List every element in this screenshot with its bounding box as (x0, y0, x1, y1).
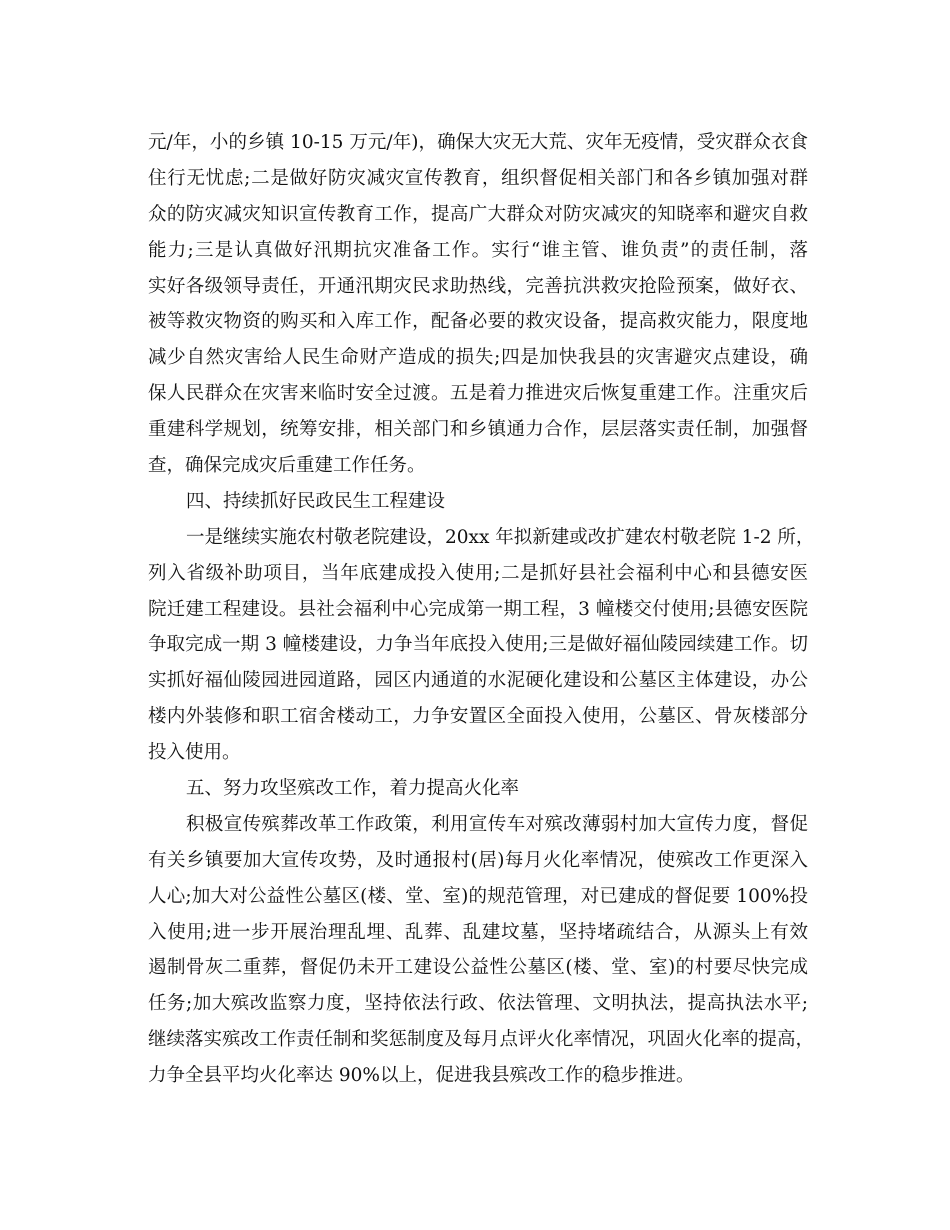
text-line: 住行无忧虑;二是做好防灾减灾宣传教育，组织督促相关部门和各乡镇加强对群 (148, 167, 808, 189)
text-line: 实好各级领导责任，开通汛期灾民求助热线，完善抗洪救灾抢险预案，做好衣、 (148, 275, 808, 297)
text-line: 减少自然灾害给人民生命财产造成的损失;四是加快我县的灾害避灾点建设，确 (148, 347, 808, 369)
text-line: 众的防灾减灾知识宣传教育工作，提高广大群众对防灾减灾的知晓率和避灾自救 (148, 203, 808, 225)
text-line: 有关乡镇要加大宣传攻势，及时通报村(居)每月火化率情况，使殡改工作更深入 (148, 849, 808, 871)
text-line: 继续落实殡改工作责任制和奖惩制度及每月点评火化率情况，巩固火化率的提高， (148, 1029, 815, 1051)
text-line: 一是继续实施农村敬老院建设，20xx 年拟新建或改扩建农村敬老院 1-2 所， (186, 526, 815, 548)
text-line: 争取完成一期 3 幢楼建设，力争当年底投入使用;三是做好福仙陵园续建工作。切 (148, 634, 808, 656)
text-line: 保人民群众在灾害来临时安全过渡。五是着力推进灾后恢复重建工作。注重灾后 (148, 383, 808, 405)
text-line: 积极宣传殡葬改革工作政策，利用宣传车对殡改薄弱村加大宣传力度，督促 (186, 813, 808, 835)
paragraph-continued (148, 125, 808, 484)
paragraph-section-5 (148, 807, 815, 1094)
text-line: 入使用;进一步开展治理乱埋、乱葬、乱建坟墓，坚持堵疏结合，从源头上有效 (148, 921, 808, 943)
text-line: 任务;加大殡改监察力度，坚持依法行政、依法管理、文明执法，提高执法水平; (148, 993, 808, 1015)
text-line: 查，确保完成灾后重建工作任务。 (148, 455, 426, 477)
paragraph-section-4 (148, 520, 815, 771)
section-5-heading: 五、努力攻坚殡改工作，着力提高火化率 (186, 778, 520, 800)
text-line: 重建科学规划，统筹安排，相关部门和乡镇通力合作，层层落实责任制，加强督 (148, 419, 808, 441)
text-line: 被等救灾物资的购买和入库工作，配备必要的救灾设备，提高救灾能力，限度地 (148, 311, 808, 333)
text-line: 遏制骨灰二重葬，督促仍未开工建设公益性公墓区(楼、堂、室)的村要尽快完成 (148, 957, 808, 979)
text-line: 楼内外装修和职工宿舍楼动工，力争安置区全面投入使用，公墓区、骨灰楼部分 (148, 706, 808, 728)
text-line: 实抓好福仙陵园进园道路，园区内通道的水泥硬化建设和公墓区主体建设，办公 (148, 670, 808, 692)
text-line: 院迁建工程建设。县社会福利中心完成第一期工程，3 幢楼交付使用;县德安医院 (148, 598, 808, 620)
text-line: 列入省级补助项目，当年底建成投入使用;二是抓好县社会福利中心和县德安医 (148, 562, 808, 584)
text-line: 人心;加大对公益性公墓区(楼、堂、室)的规范管理，对已建成的督促要 100%投 (148, 885, 808, 907)
text-line: 元/年，小的乡镇 10-15 万元/年)，确保大灾无大荒、灾年无疫情，受灾群众衣食 (148, 132, 808, 153)
section-4-heading: 四、持续抓好民政民生工程建设 (186, 490, 446, 512)
text-line: 能力;三是认真做好汛期抗灾准备工作。实行“谁主管、谁负责”的责任制，落 (148, 239, 808, 261)
text-line: 力争全县平均火化率达 90%以上，促进我县殡改工作的稳步推进。 (148, 1065, 695, 1087)
document-body (148, 125, 815, 1094)
text-line: 投入使用。 (148, 742, 241, 764)
